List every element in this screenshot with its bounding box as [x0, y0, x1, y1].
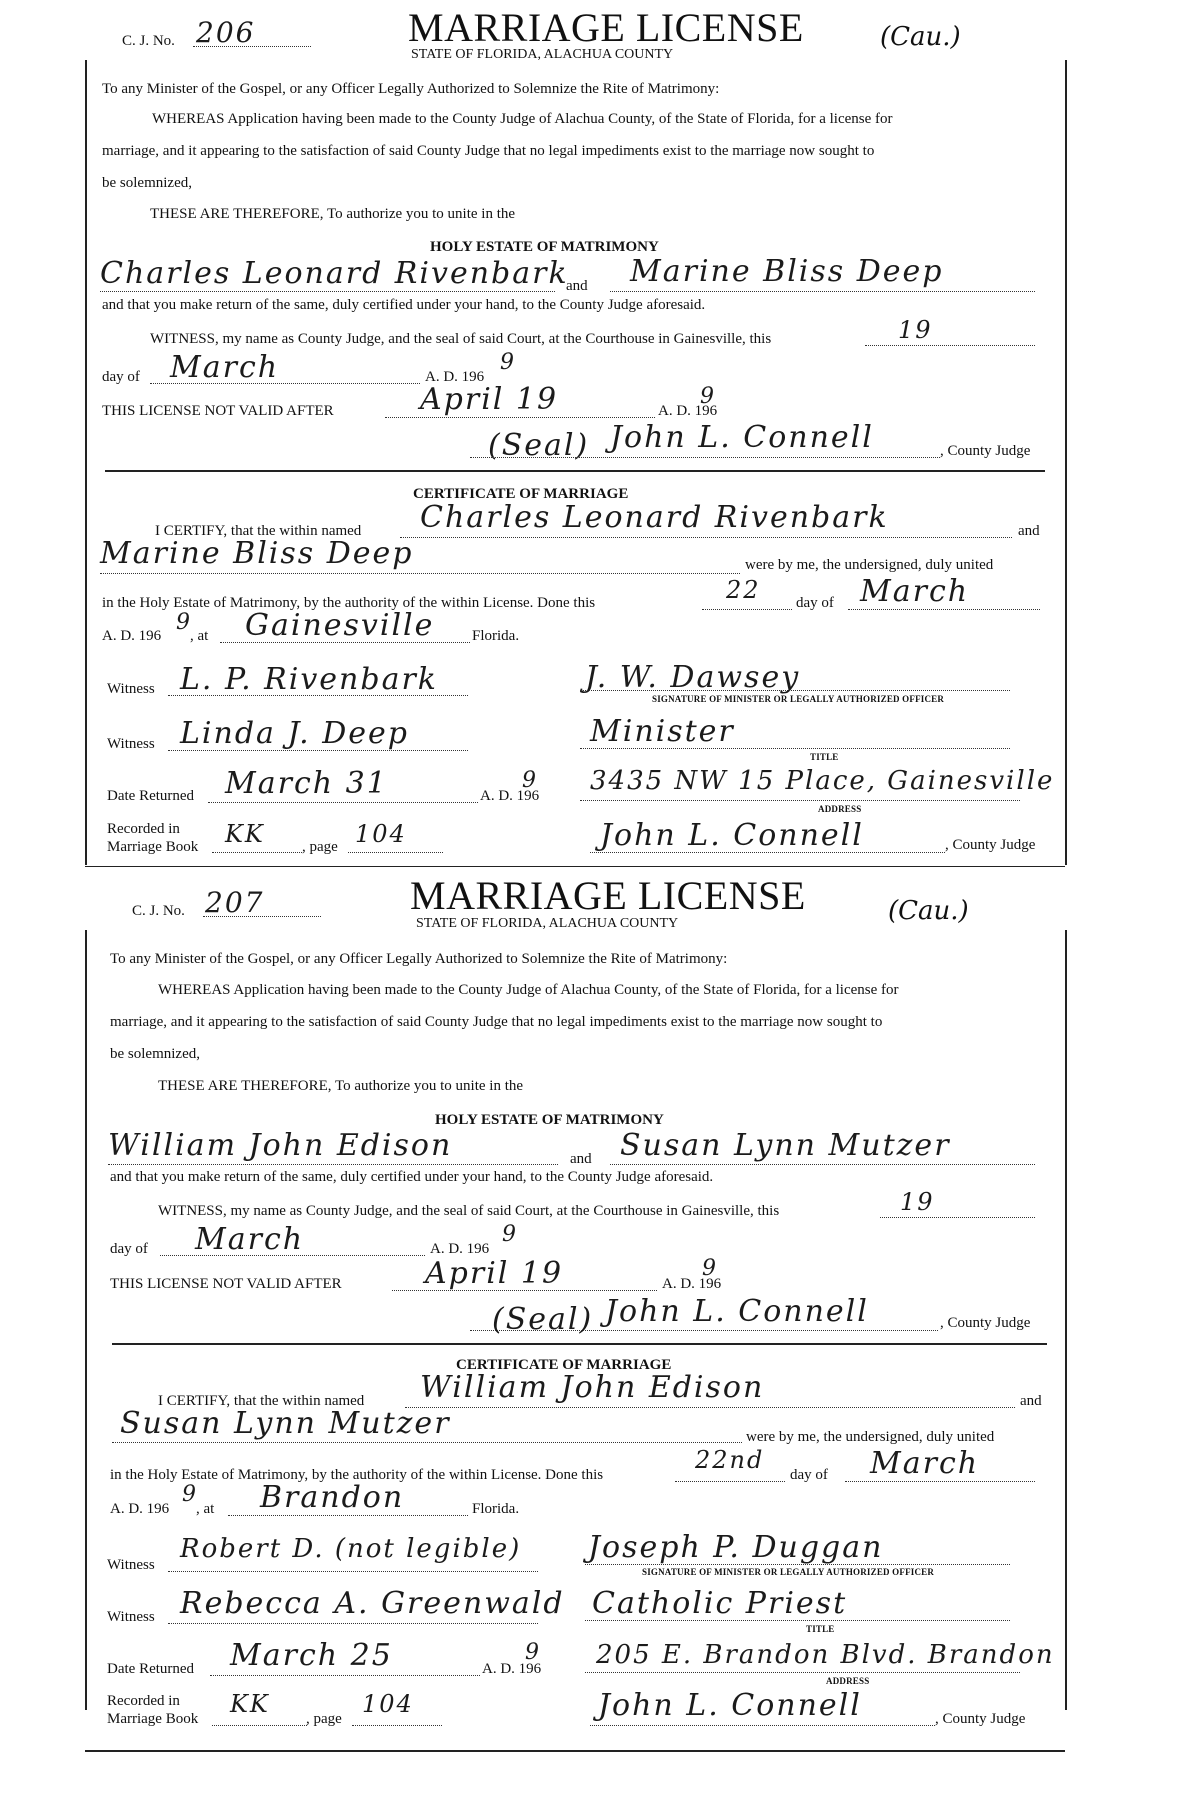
- at-label: , at: [196, 1501, 215, 1517]
- county-stamp: (Cau.): [880, 22, 961, 52]
- whereas-line-1: WHEREAS Application having been made to the County Judge of Alachua County, of the State of Florida, for a license for: [158, 982, 899, 998]
- page-label: , page: [302, 839, 338, 855]
- book-number: KK: [225, 820, 265, 848]
- certificate-ad-label: A. D. 196: [110, 1501, 170, 1517]
- certificate-groom: William John Edison: [420, 1370, 765, 1405]
- holy-estate-line: in the Holy Estate of Matrimony, by the authority of the within License. Done this: [102, 595, 596, 611]
- not-valid-label: THIS LICENSE NOT VALID AFTER: [110, 1276, 342, 1292]
- certificate-title: CERTIFICATE OF MARRIAGE: [456, 1357, 672, 1373]
- seal-mark: (Seal): [492, 1302, 594, 1337]
- title-caption: TITLE: [806, 1624, 835, 1634]
- recorded-label-1: Recorded in: [107, 1693, 180, 1709]
- ad-year-digit: 9: [500, 350, 516, 375]
- certify-label: I CERTIFY, that the within named: [158, 1393, 365, 1409]
- judge-signature: John L. Connell: [610, 420, 874, 455]
- witness-month: March: [170, 350, 280, 385]
- certificate-place: Gainesville: [245, 608, 435, 643]
- date-returned-year-digit: 9: [522, 768, 538, 793]
- minister-signature: Joseph P. Duggan: [588, 1530, 884, 1565]
- certificate-ad-label: A. D. 196: [102, 628, 162, 644]
- minister-title: Catholic Priest: [592, 1586, 848, 1621]
- date-returned-label: Date Returned: [107, 1661, 195, 1677]
- certificate-title: CERTIFICATE OF MARRIAGE: [413, 486, 629, 502]
- recorded-label-1: Recorded in: [107, 821, 180, 837]
- page-number: 104: [355, 820, 407, 848]
- cj-number: 207: [205, 886, 265, 919]
- bride-name: Susan Lynn Mutzer: [620, 1128, 951, 1163]
- and-label-2: and: [1020, 1393, 1042, 1409]
- county-judge-label: , County Judge: [940, 1315, 1031, 1331]
- recording-judge-signature: John L. Connell: [600, 818, 864, 853]
- not-valid-label: THIS LICENSE NOT VALID AFTER: [102, 403, 334, 419]
- florida-label: Florida.: [472, 628, 520, 644]
- witness-2-signature: Rebecca A. Greenwald: [180, 1586, 565, 1621]
- ad-label: A. D. 196: [425, 369, 485, 385]
- witness-label-1: Witness: [107, 1557, 155, 1573]
- bride-name: Marine Bliss Deep: [630, 254, 944, 289]
- certificate-place: Brandon: [260, 1480, 405, 1515]
- county-judge-label-2: , County Judge: [935, 1711, 1026, 1727]
- day-of-label: day of: [102, 369, 140, 385]
- day-of-label: day of: [110, 1241, 148, 1257]
- witness-label-1: Witness: [107, 681, 155, 697]
- witness-1-signature: Robert D. (not legible): [180, 1534, 522, 1564]
- date-returned-year-label: A. D. 196: [480, 788, 540, 804]
- witness-day: 19: [900, 1188, 935, 1216]
- license-divider: [85, 866, 1065, 867]
- address-line: To any Minister of the Gospel, or any Officer Legally Authorized to Solemnize the Rite of Matrimony:: [102, 81, 720, 97]
- witness-line: WITNESS, my name as County Judge, and the seal of said Court, at the Courthouse in Gainesville, this: [150, 331, 772, 347]
- ad-year-digit: 9: [502, 1222, 518, 1247]
- book-number: KK: [230, 1690, 270, 1718]
- minister-address: 3435 NW 15 Place, Gainesville: [590, 766, 1055, 796]
- holy-estate-heading: HOLY ESTATE OF MATRIMONY: [430, 239, 659, 255]
- certificate-day: 22nd: [695, 1446, 765, 1474]
- whereas-line-3: be solemnized,: [102, 175, 192, 191]
- witness-line: WITNESS, my name as County Judge, and the seal of said Court, at the Courthouse in Gainesville, this: [158, 1203, 780, 1219]
- groom-name: William John Edison: [108, 1128, 453, 1163]
- witness-month: March: [195, 1222, 305, 1257]
- address-caption: ADDRESS: [826, 1676, 870, 1686]
- county-judge-label-2: , County Judge: [945, 837, 1036, 853]
- witness-label-2: Witness: [107, 1609, 155, 1625]
- license-subtitle: STATE OF FLORIDA, ALACHUA COUNTY: [416, 916, 679, 931]
- certificate-day: 22: [726, 576, 761, 604]
- recording-judge-signature: John L. Connell: [598, 1688, 862, 1723]
- witness-day: 19: [898, 316, 933, 344]
- whereas-line-3: be solemnized,: [110, 1046, 200, 1062]
- address-caption: ADDRESS: [818, 804, 862, 814]
- minister-signature: J. W. Dawsey: [585, 660, 801, 695]
- section-rule: [105, 470, 1045, 472]
- return-line: and that you make return of the same, duly certified under your hand, to the County Judge aforesaid.: [110, 1169, 714, 1185]
- date-returned-label: Date Returned: [107, 788, 195, 804]
- license-title: MARRIAGE LICENSE: [408, 5, 804, 50]
- certify-label: I CERTIFY, that the within named: [155, 523, 362, 539]
- date-returned: March 25: [230, 1638, 393, 1673]
- not-valid-year-digit: 9: [702, 1256, 718, 1281]
- and-label-2: and: [1018, 523, 1040, 539]
- bottom-border: [85, 1750, 1065, 1752]
- day-of-label-2: day of: [790, 1467, 828, 1483]
- date-returned-year-label: A. D. 196: [482, 1661, 542, 1677]
- recorded-label-2: Marriage Book: [107, 1711, 199, 1727]
- signature-caption: SIGNATURE OF MINISTER OR LEGALLY AUTHORIZED OFFICER: [652, 694, 945, 704]
- cj-number: 206: [196, 16, 256, 49]
- judge-signature: John L. Connell: [605, 1294, 869, 1329]
- whereas-line-2: marriage, and it appearing to the satisfaction of said County Judge that no legal impediments exist to the marriage now sought to: [110, 1014, 883, 1030]
- date-returned: March 31: [225, 766, 388, 801]
- date-returned-year-digit: 9: [525, 1640, 541, 1665]
- holy-estate-line: in the Holy Estate of Matrimony, by the authority of the within License. Done this: [110, 1467, 604, 1483]
- and-label: and: [570, 1151, 592, 1167]
- title-caption: TITLE: [810, 752, 839, 762]
- certificate-ad-year: 9: [176, 610, 192, 635]
- county-judge-label: , County Judge: [940, 443, 1031, 459]
- not-valid-year-label: A. D. 196: [662, 1276, 722, 1292]
- certificate-groom: Charles Leonard Rivenbark: [420, 500, 889, 535]
- ad-label: A. D. 196: [430, 1241, 490, 1257]
- cj-label: C. J. No.: [122, 33, 175, 49]
- groom-name: Charles Leonard Rivenbark: [100, 256, 569, 291]
- united-label: were by me, the undersigned, duly united: [746, 1429, 995, 1445]
- therefore-line: THESE ARE THEREFORE, To authorize you to unite in the: [150, 206, 516, 222]
- not-valid-year-label: A. D. 196: [658, 403, 718, 419]
- united-label: were by me, the undersigned, duly united: [745, 557, 994, 573]
- not-valid-year-digit: 9: [700, 384, 716, 409]
- page-number: 104: [362, 1690, 414, 1718]
- return-line: and that you make return of the same, duly certified under your hand, to the County Judge aforesaid.: [102, 297, 706, 313]
- section-rule: [112, 1343, 1047, 1345]
- certificate-bride: Susan Lynn Mutzer: [120, 1406, 451, 1441]
- address-line: To any Minister of the Gospel, or any Officer Legally Authorized to Solemnize the Rite of Matrimony:: [110, 951, 728, 967]
- not-valid-date: April 19: [425, 1256, 564, 1291]
- signature-caption: SIGNATURE OF MINISTER OR LEGALLY AUTHORIZED OFFICER: [642, 1567, 935, 1577]
- and-label: and: [566, 278, 588, 294]
- certificate-ad-year: 9: [182, 1482, 198, 1507]
- florida-label: Florida.: [472, 1501, 520, 1517]
- seal-mark: (Seal): [488, 428, 590, 463]
- page-label: , page: [306, 1711, 342, 1727]
- license-title: MARRIAGE LICENSE: [410, 873, 806, 918]
- at-label: , at: [190, 628, 209, 644]
- whereas-line-1: WHEREAS Application having been made to the County Judge of Alachua County, of the State of Florida, for a license for: [152, 111, 893, 127]
- therefore-line: THESE ARE THEREFORE, To authorize you to unite in the: [158, 1078, 524, 1094]
- license-subtitle: STATE OF FLORIDA, ALACHUA COUNTY: [411, 47, 674, 62]
- certificate-month: March: [870, 1446, 980, 1481]
- certificate-bride: Marine Bliss Deep: [100, 536, 414, 571]
- minister-address: 205 E. Brandon Blvd. Brandon: [596, 1640, 1055, 1670]
- minister-title: Minister: [590, 714, 735, 749]
- witness-1-signature: L. P. Rivenbark: [180, 662, 438, 697]
- holy-estate-heading: HOLY ESTATE OF MATRIMONY: [435, 1112, 664, 1128]
- witness-label-2: Witness: [107, 736, 155, 752]
- recorded-label-2: Marriage Book: [107, 839, 199, 855]
- not-valid-date: April 19: [420, 382, 559, 417]
- day-of-label-2: day of: [796, 595, 834, 611]
- cj-label: C. J. No.: [132, 903, 185, 919]
- certificate-month: March: [860, 574, 970, 609]
- witness-2-signature: Linda J. Deep: [180, 716, 409, 751]
- whereas-line-2: marriage, and it appearing to the satisfaction of said County Judge that no legal impediments exist to the marriage now sought to: [102, 143, 875, 159]
- county-stamp: (Cau.): [888, 896, 969, 926]
